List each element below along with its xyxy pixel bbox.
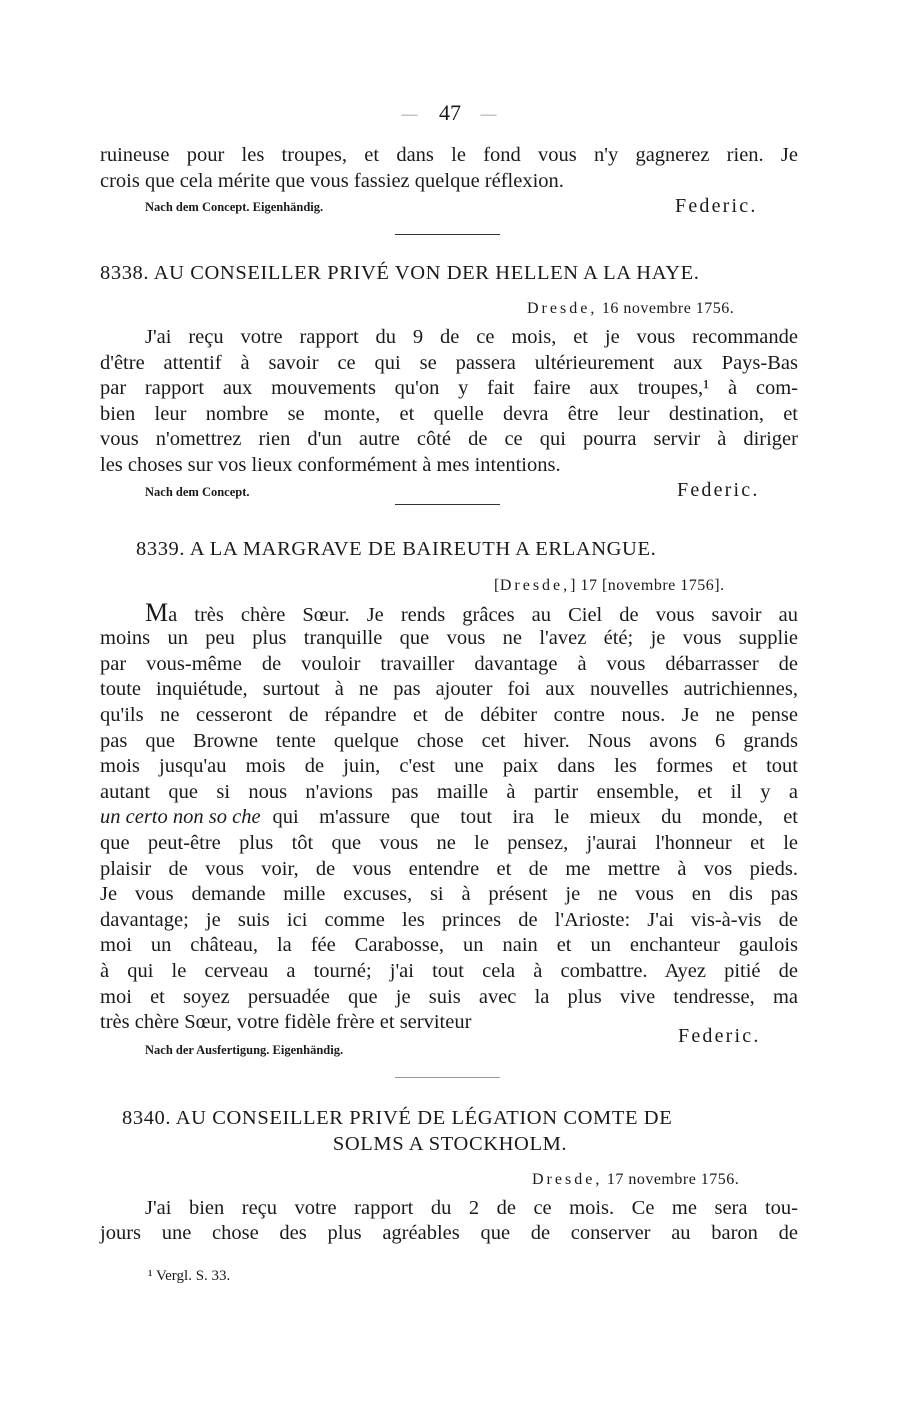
- text-line: autant que si nous n'avions pas maille à partir ensemble, et il y a: [100, 781, 798, 803]
- date-rest: 16 novembre 1756.: [601, 300, 735, 317]
- text-line: [145, 600, 798, 626]
- letter-heading: 8340. AU CONSEILLER PRIVÉ DE LÉGATION COMTE DE: [122, 1107, 673, 1129]
- letter-heading: 8339. A LA MARGRAVE DE BAIREUTH A ERLANGUE.: [136, 538, 657, 560]
- date-bracket: [: [494, 577, 500, 594]
- text-line: [100, 805, 798, 831]
- text-line-rest: qui m'assure que tout ira le mieux du monde, et: [272, 806, 798, 828]
- text-line: bien leur nombre se monte, et quelle devra être leur destination, et: [100, 403, 798, 425]
- separator-rule: [395, 234, 500, 235]
- date-place: Dresde,: [499, 577, 571, 594]
- text-line: plaisir de vous voir, de vous entendre et de me mettre à vos pieds.: [100, 858, 798, 880]
- letter-heading-line2: SOLMS A STOCKHOLM.: [332, 1133, 568, 1155]
- text-line: par rapport aux mouvements qu'on y fait faire aux troupes,¹ à com-: [100, 377, 798, 399]
- italic-phrase: un certo non so che: [100, 806, 261, 828]
- text-line: ruineuse pour les troupes, et dans le fond vous n'y gagnerez rien. Je: [100, 144, 798, 166]
- text-line: moins un peu plus tranquille que vous ne l'avez été; je vous supplie: [100, 627, 798, 649]
- source-note: Nach dem Concept.: [145, 485, 250, 499]
- letter-date: [532, 1171, 739, 1189]
- date-place: Dresde,: [532, 1171, 603, 1188]
- text-line: moi et soyez persuadée que je suis avec la plus vive tendresse, ma: [100, 986, 798, 1008]
- text-line: très chère Sœur, votre fidèle frère et serviteur: [100, 1011, 472, 1033]
- text-line: mois jusqu'au mois de juin, c'est une paix dans les formes et tout: [100, 755, 798, 777]
- drop-cap: M: [145, 598, 169, 627]
- page-header: [0, 100, 900, 126]
- letter-date: [494, 577, 725, 595]
- text-line: J'ai reçu votre rapport du 9 de ce mois, et je vous recommande: [145, 326, 798, 348]
- page-number: 47: [439, 100, 461, 125]
- letter-date: [527, 300, 734, 318]
- separator-rule: [395, 1077, 500, 1078]
- text-line: Je vous demande mille excuses, si à présent je ne vous en dis pas: [100, 883, 798, 905]
- text-line: que peut-être plus tôt que vous ne le pensez, j'aurai l'honneur et le: [100, 832, 798, 854]
- date-place: Dresde,: [527, 300, 598, 317]
- text-line-rest: a très chère Sœur. Je rends grâces au Ciel de vous savoir au: [168, 604, 798, 626]
- source-note: Nach dem Concept. Eigenhändig.: [145, 200, 324, 214]
- footnote: ¹ Vergl. S. 33.: [148, 1268, 231, 1284]
- date-rest: 17 novembre 1756.: [606, 1171, 740, 1188]
- text-line: crois que cela mérite que vous fassiez quelque réflexion.: [100, 170, 564, 192]
- text-line: d'être attentif à savoir ce qui se passera ultérieurement aux Pays-Bas: [100, 352, 798, 374]
- signature: Federic.: [677, 479, 760, 501]
- date-rest: ] 17 [novembre 1756].: [570, 577, 725, 594]
- text-line: qu'ils ne cesseront de répandre et de débiter contre nous. Je ne pense: [100, 704, 798, 726]
- text-line: toute inquiétude, surtout à ne pas ajouter foi aux nouvelles autrichiennes,: [100, 678, 798, 700]
- text-line: par vous-même de vouloir travailler davantage à vous débarrasser de: [100, 653, 798, 675]
- text-line: vous n'omettrez rien d'un autre côté de ce qui pourra servir à diriger: [100, 428, 798, 450]
- text-line: moi un château, la fée Carabosse, un nain et un enchanteur gaulois: [100, 934, 798, 956]
- text-line: J'ai bien reçu votre rapport du 2 de ce mois. Ce me sera tou-: [145, 1197, 798, 1219]
- signature: Federic.: [678, 1025, 761, 1047]
- text-line: davantage; je suis ici comme les princes de l'Arioste: J'ai vis-à-vis de: [100, 909, 798, 931]
- text-line: pas que Browne tente quelque chose cet hiver. Nous avons 6 grands: [100, 730, 798, 752]
- text-line: à qui le cerveau a tourné; j'ai tout cela à combattre. Ayez pitié de: [100, 960, 798, 982]
- signature: Federic.: [675, 195, 758, 217]
- source-note: Nach der Ausfertigung. Eigenhändig.: [145, 1043, 344, 1057]
- text-line: les choses sur vos lieux conformément à mes intentions.: [100, 454, 561, 476]
- letter-heading: 8338. AU CONSEILLER PRIVÉ VON DER HELLEN A LA HAYE.: [100, 262, 700, 284]
- separator-rule: [395, 504, 500, 505]
- header-dash-left: —: [401, 105, 420, 123]
- text-line: jours une chose des plus agréables que de conserver au baron de: [100, 1222, 798, 1244]
- header-dash-right: —: [480, 105, 499, 123]
